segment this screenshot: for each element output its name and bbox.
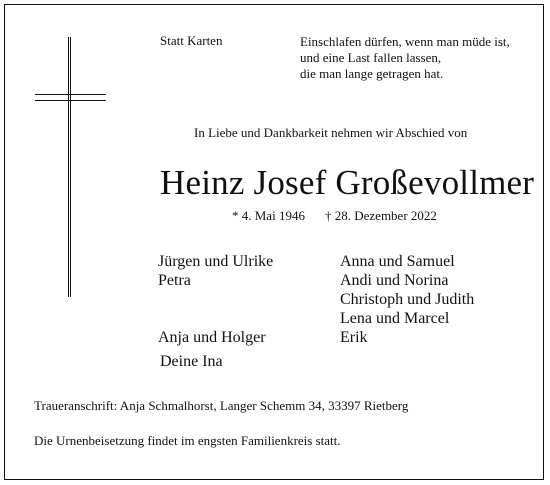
- death-date: † 28. Dezember 2022: [325, 208, 437, 223]
- mourners-left-top: [158, 252, 273, 290]
- poem: [300, 34, 510, 82]
- poem-line: Einschlafen dürfen, wenn man müde ist,: [300, 34, 510, 49]
- birth-date: * 4. Mai 1946: [232, 208, 305, 223]
- mourner-name: Jürgen und Ulrike: [158, 253, 274, 270]
- mourner-name: Lena und Marcel: [340, 310, 450, 327]
- closing-name: Deine Ina: [160, 353, 223, 370]
- cross-horizontal-beam: [35, 94, 106, 101]
- intro-line: In Liebe und Dankbarkeit nehmen wir Abschied von: [194, 125, 468, 140]
- mourners-left-bottom: [158, 328, 266, 347]
- mourner-name: Anja und Holger: [158, 329, 266, 346]
- mourner-name: Erik: [340, 329, 368, 346]
- cross-vertical-beam: [68, 37, 71, 297]
- poem-line: die man lange getragen hat.: [300, 66, 444, 81]
- deceased-name: Heinz Josef Großevollmer: [160, 163, 535, 202]
- mourning-address: Traueranschrift: Anja Schmalhorst, Langer Schemm 34, 33397 Rietberg: [34, 398, 409, 413]
- burial-note: Die Urnenbeisetzung findet im engsten Familienkreis statt.: [34, 433, 341, 448]
- mourners-right: [340, 252, 474, 347]
- mourner-name: Andi und Norina: [340, 272, 449, 289]
- poem-line: und eine Last fallen lassen,: [300, 50, 442, 65]
- mourner-name: Petra: [158, 272, 191, 289]
- statt-karten-label: Statt Karten: [160, 33, 223, 48]
- mourner-name: Anna und Samuel: [340, 253, 455, 270]
- mourner-name: Christoph und Judith: [340, 291, 475, 308]
